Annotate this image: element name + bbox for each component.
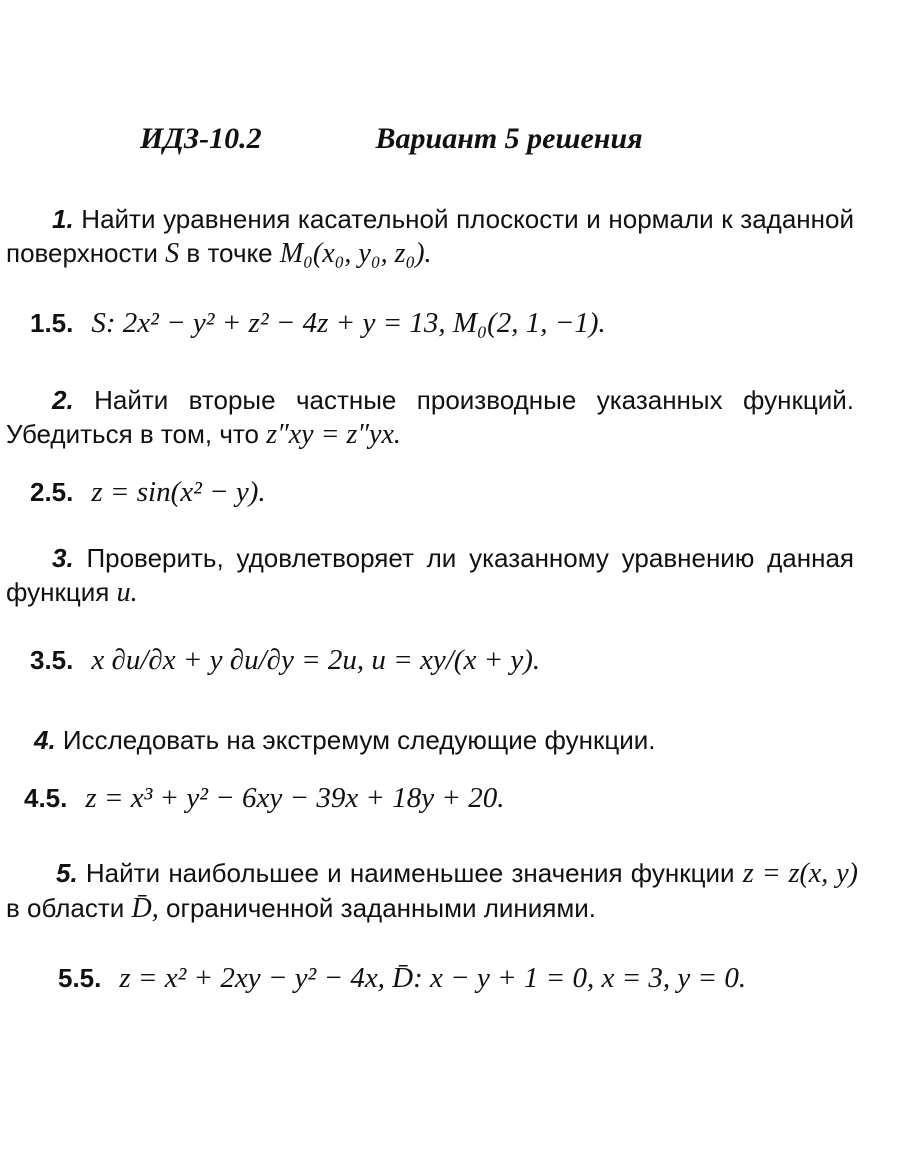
task-1 [6,202,854,271]
task-3-statement: 3. Проверить, удовлетворяет ли указанному уравнению данная функция u. [6,543,854,608]
assignment-code: ИДЗ-10.2 [140,122,262,155]
task-2 [6,383,854,452]
task-4 [6,723,854,757]
variant-title: Вариант 5 решения [375,122,643,155]
task-5 [6,856,858,926]
problem-5-5: 5.5. z = x² + 2xy − y² − 4x, D̄: x − y + 1 = 0, x = 3, y = 0. [58,962,747,994]
task-4-statement: 4. Исследовать на экстремум следующие функции. [34,725,656,755]
problem-2-5-formula: z = sin(x² − y). [91,476,266,508]
problem-3-5: 3.5. x ∂u/∂x + y ∂u/∂y = 2u, u = xy/(x + y). [30,644,541,676]
problem-5-5-formula: z = x² + 2xy − y² − 4x, D̄: x − y + 1 = 0, x = 3, y = 0. [119,962,747,994]
page-heading [140,122,850,156]
problem-2-5: 2.5. z = sin(x² − y). [30,476,266,508]
task-3 [6,541,854,610]
problem-1-5: 1.5. S: 2x² − y² + z² − 4z + y = 13, M₀(2, 1, −1). [30,307,606,339]
task-5-statement: 5. Найти наибольшее и наименьшее значения функции z = z(x, y) в области D̄, ограниченной заданными линиями. [6,858,858,924]
problem-4-5-formula: z = x³ + y² − 6xy − 39x + 18y + 20. [85,782,505,814]
problem-1-5-formula: S: 2x² − y² + z² − 4z + y = 13, M₀(2, 1, −1). [91,307,606,339]
task-2-statement: 2. Найти вторые частные производные указанных функций. Убедиться в том, что z″xy = z″yx. [6,385,854,450]
problem-4-5: 4.5. z = x³ + y² − 6xy − 39x + 18y + 20. [24,782,505,814]
task-1-statement: 1. Найти уравнения касательной плоскости и нормали к заданной поверхности S в точке M₀(x₀, y₀, z₀). [6,204,854,269]
problem-3-5-formula: x ∂u/∂x + y ∂u/∂y = 2u, u = xy/(x + y). [91,644,541,676]
